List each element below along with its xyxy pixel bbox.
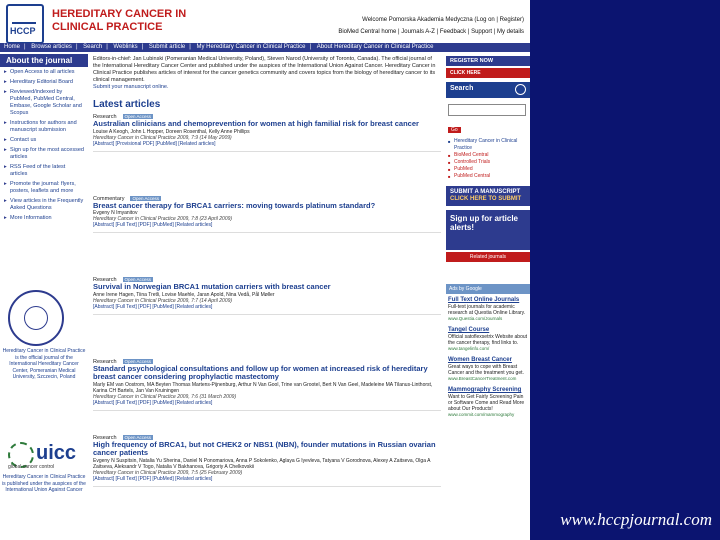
about-link[interactable]: ▸ Sign up for the most accessed articles: [4, 147, 84, 161]
article-title-link[interactable]: High frequency of BRCA1, but not CHEK2 or NBS1 (NBN), founder mutations in Russian ovarian cancer patients: [93, 439, 436, 457]
about-journal-title: About the journal: [0, 54, 88, 67]
search-scope-option[interactable]: ■ Controlled Trials: [448, 159, 528, 166]
submit-online-link[interactable]: Submit your manuscript online.: [93, 84, 169, 90]
uicc-word: uicc: [36, 442, 77, 464]
journal-intro: [90, 54, 444, 93]
article-links[interactable]: [Abstract] [Provisional PDF] [PubMed] [Related articles]: [93, 140, 216, 147]
intro-text: Editors-in-chief: Jan Lubinski (Pomeranian Medical University, Poland), Steven Narod (University of Toronto, Canada). The official journal of the International Hereditary Cancer Center and published under the auspices of the International Union Against Cancer. Hereditary Cancer in Clinical Practice publishes articles of interest for the cancer genetics community and covers topics from the biology of hereditary cancer to its clinical management.: [93, 56, 436, 83]
nav-search[interactable]: Search: [83, 44, 103, 50]
about-link[interactable]: ▸ Contact us: [4, 137, 84, 144]
seal-inner-icon: [24, 306, 48, 330]
about-link[interactable]: ▸ Instructions for authors and manuscript submission: [4, 120, 84, 134]
latest-articles-title: Latest articles: [93, 99, 161, 110]
seal-caption: Hereditary Cancer in Clinical Practice is the official journal of the International Hereditary Cancer Center, Pomeranian Medical University, Szczecin, Poland: [2, 348, 86, 380]
ad-title-link[interactable]: Mammography Screening: [448, 387, 522, 393]
article-links[interactable]: [Abstract] [Full Text] [PDF] [PubMed] [Related articles]: [93, 222, 213, 228]
ad-item: [448, 387, 528, 418]
ad-item: [448, 357, 528, 382]
site-header: [0, 0, 530, 42]
register-now-button[interactable]: [446, 56, 530, 66]
ihcc-seal-logo[interactable]: [8, 290, 64, 346]
ad-title-link[interactable]: Full Text Online Journals: [448, 297, 520, 303]
article-authors: Evgeny N Suspitsin, Natalia Yu Sherina, Daniel N Ponomariova, Anna P Sokolenko, Aglaya G Iyevleva, Tatyana V Gorodnova, Alexey A Zaitseva, Olga A Zaitseva, Aleksandr V Togo, Natalia V Bakhanova, Grigoriy A Chelkovskii: [93, 457, 431, 470]
search-panel: [446, 82, 530, 98]
submit-label: SUBMIT A MANUSCRIPT: [450, 189, 521, 195]
ad-item: [448, 327, 528, 352]
ad-url[interactable]: www.tangelinfo.com/: [448, 346, 490, 351]
about-link[interactable]: ▸ Promote the journal: flyers, posters, leaflets and more: [4, 181, 84, 195]
article-links[interactable]: [Abstract] [Full Text] [PDF] [PubMed] [Related articles]: [93, 475, 213, 482]
article-item: [93, 196, 441, 234]
register-label: REGISTER NOW: [450, 58, 494, 64]
open-access-badge: Open Access: [124, 114, 152, 119]
article-title-link[interactable]: Breast cancer therapy for BRCA1 carriers: moving towards platinum standard?: [93, 200, 376, 210]
article-authors: Marly EM van Oostrom, MA Beyten Thomas Martens-Pijnenburg, Arthur N Van Gool, Trine van Grootel, Bert N Van Geel, Madeleine MA Tilanus-Linthorst, Karina CH Bartels, Jan Van Kruiningen: [93, 381, 433, 394]
main-content: [90, 54, 444, 540]
submit-sub: CLICK HERE TO SUBMIT: [450, 196, 522, 202]
article-links[interactable]: [Abstract] [Full Text] [PDF] [PubMed] [Related articles]: [93, 303, 213, 310]
ad-item: [448, 297, 528, 322]
nav-my-journal[interactable]: My Hereditary Cancer in Clinical Practice: [196, 44, 306, 50]
article-item: [93, 359, 441, 411]
article-authors: Anne Irene Hagen, Tiina Tretli, Lovise Maehle, Jaran Apold, Nina Vedå, Pål Møller: [93, 291, 275, 298]
left-sidebar: [0, 54, 88, 540]
ads-by-google[interactable]: Ads by Google: [446, 284, 530, 294]
ad-title-link[interactable]: Tangel Course: [448, 327, 490, 333]
article-citation: Hereditary Cancer in Clinical Practice 2009, 7:5 (25 February 2009): [93, 469, 243, 476]
logo-text: HCCP: [10, 26, 36, 36]
nav-about[interactable]: About Hereditary Cancer in Clinical Practice: [316, 44, 434, 50]
article-authors: Louise A Keogh, John L Hopper, Doreen Rosenthal, Kelly Anne Phillips: [93, 128, 250, 135]
search-scope-option[interactable]: ■ BioMed Central: [448, 152, 528, 159]
uicc-logo[interactable]: [8, 440, 78, 470]
search-go-button[interactable]: Go: [448, 127, 461, 133]
journal-brand-title[interactable]: HEREDITARY CANCER IN CLINICAL PRACTICE: [52, 8, 187, 33]
about-link[interactable]: ▸ View articles in the Frequently Asked Questions: [4, 198, 84, 212]
right-sidebar: [446, 54, 530, 540]
article-item: [93, 435, 441, 487]
uicc-sub: global cancer control: [8, 464, 55, 470]
article-alerts-button[interactable]: Sign up for article alerts!: [446, 210, 530, 250]
ad-desc: Want to Get Fairly Screening Pain or Software Come and Read More about Our Products!: [448, 394, 525, 412]
search-scope-option[interactable]: ■ PubMed: [448, 166, 528, 173]
article-citation: Hereditary Cancer in Clinical Practice 2009, 7:7 (14 April 2009): [93, 297, 233, 304]
ad-desc: Great ways to cope with Breast Cancer and the treatment you get.: [448, 364, 524, 376]
article-authors: Evgeny N Imyanitov: [93, 210, 138, 216]
welcome-text: Welcome Pomorska Akademia Medyczna (Log on | Register): [362, 17, 524, 23]
article-citation: Hereditary Cancer in Clinical Practice 2009, 7:8 (23 April 2009): [93, 216, 233, 222]
search-scope-option[interactable]: ■ PubMed Central: [448, 173, 528, 180]
article-item: [93, 277, 441, 315]
article-citation: Hereditary Cancer in Clinical Practice 2009, 7:9 (14 May 2009): [93, 134, 232, 141]
search-scope-list: [446, 138, 530, 180]
about-links-list: [0, 67, 88, 222]
about-link[interactable]: ▸ Reviewed/indexed by PubMed, PubMed Central, Embase, Google Scholar and Scopus: [4, 89, 84, 117]
ad-desc: Official satoflexsetrix Website about the cancer therapy, find links to.: [448, 334, 528, 346]
open-access-badge: Open Access: [124, 277, 152, 282]
register-click-here[interactable]: CLICK HERE: [446, 68, 530, 78]
ad-url[interactable]: www.BreastCancerTreatment.com: [448, 376, 517, 381]
ad-title-link[interactable]: Women Breast Cancer: [448, 357, 512, 363]
nav-submit[interactable]: Submit article: [148, 44, 186, 50]
search-input[interactable]: [448, 104, 526, 116]
article-type: Research: [93, 114, 117, 120]
journal-url-caption: www.hccpjournal.com: [560, 510, 712, 529]
uicc-caption: Hereditary Cancer in Clinical Practice is published under the auspices of the International Union Against Cancer: [2, 474, 86, 493]
search-gear-icon[interactable]: [515, 84, 526, 95]
article-links[interactable]: [Abstract] [Full Text] [PDF] [PubMed] [Related articles]: [93, 399, 213, 406]
nav-weblinks[interactable]: Weblinks: [113, 44, 138, 50]
article-title-link[interactable]: Standard psychological consultations and follow up for women at increased risk of hereditary breast cancer considering prophylactic mastectomy: [93, 363, 428, 381]
article-citation: Hereditary Cancer in Clinical Practice 2009, 7:6 (31 March 2009): [93, 393, 237, 400]
about-link[interactable]: ▸ Open Access to all articles: [4, 69, 84, 76]
article-item: [93, 114, 441, 152]
open-access-badge: Open Access: [124, 434, 152, 440]
top-links[interactable]: BioMed Central home | Journals A-Z | Feedback | Support | My details: [338, 29, 524, 35]
open-access-badge: Open Access: [132, 195, 159, 201]
nav-home[interactable]: Home: [4, 44, 21, 50]
about-link[interactable]: ▸ RSS Feed of the latest articles: [4, 164, 84, 178]
ad-url[interactable]: www.Questia.com/Journals: [448, 316, 503, 321]
about-link[interactable]: ▸ Hereditary Editorial Board: [4, 79, 84, 86]
search-scope-option[interactable]: ■ Hereditary Cancer in Clinical Practice: [448, 138, 528, 152]
about-link[interactable]: ▸ More Information: [4, 215, 84, 222]
article-type: Research: [93, 434, 117, 441]
open-access-badge: Open Access: [124, 358, 152, 364]
article-title-link[interactable]: Survival in Norwegian BRCA1 mutation carriers with breast cancer: [93, 282, 331, 291]
logo-tree-icon: [12, 10, 36, 24]
article-type: Research: [93, 277, 117, 283]
nav-browse[interactable]: Browse articles: [31, 44, 72, 50]
ad-url[interactable]: www.commit.com/mammography: [448, 412, 515, 417]
hccp-logo[interactable]: [6, 4, 44, 44]
submit-manuscript-button[interactable]: [446, 186, 530, 206]
search-label: Search: [450, 85, 474, 92]
ad-desc: Full-text journals for academic research at Questia Online Library.: [448, 304, 526, 316]
article-title-link[interactable]: Australian clinicians and chemoprevention for women at high familial risk for breast cancer: [93, 119, 419, 128]
article-type: Research: [93, 358, 117, 365]
main-nav: Home | Browse articles | Search | Weblinks | Submit article | My Hereditary Cancer in Clinical Practice | About Hereditary Cancer in Clinical Practice: [0, 43, 530, 52]
article-type: Commentary: [93, 195, 125, 202]
related-journals-link[interactable]: Related journals: [446, 252, 530, 262]
slide-background: [530, 0, 720, 540]
